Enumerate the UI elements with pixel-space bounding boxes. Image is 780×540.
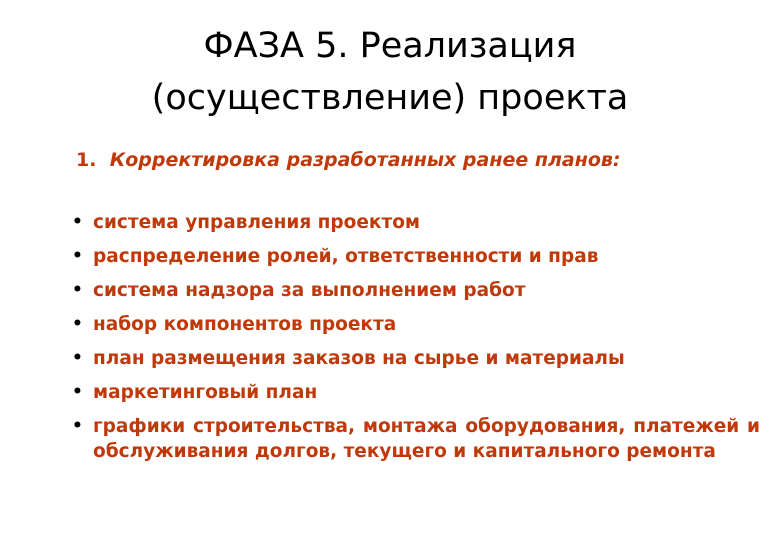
bullet-icon: •	[72, 348, 83, 368]
list-item-text: набор компонентов проекта	[93, 314, 397, 335]
list-item	[72, 210, 760, 235]
list-item-text: распределение ролей, ответственности и прав	[93, 246, 599, 267]
bullet-icon: •	[72, 314, 83, 334]
list-item	[72, 244, 760, 269]
plan-items-list	[72, 210, 760, 473]
list-item	[72, 346, 760, 371]
bullet-icon: •	[72, 416, 83, 436]
list-item-text: графики строительства, монтажа оборудования, платежей и обслуживания долгов, текущего и капитального ремонта	[93, 416, 760, 462]
bullet-icon: •	[72, 382, 83, 402]
bullet-icon: •	[72, 212, 83, 232]
list-item-text: план размещения заказов на сырье и материалы	[93, 348, 625, 369]
slide-title-line-2: (осуществление) проекта	[151, 78, 629, 118]
bullet-icon: •	[72, 280, 83, 300]
section-heading-text: Корректировка разработанных ранее планов:	[109, 149, 621, 171]
slide-title-line-1: ФАЗА 5. Реализация	[203, 26, 577, 66]
slide-title	[40, 20, 740, 124]
list-item-text: маркетинговый план	[93, 382, 318, 403]
list-item	[72, 312, 760, 337]
bullet-icon: •	[72, 246, 83, 266]
list-item	[72, 380, 760, 405]
list-item-text: система надзора за выполнением работ	[93, 280, 526, 301]
list-item-text: система управления проектом	[93, 212, 421, 233]
section-heading	[76, 145, 756, 176]
list-item	[72, 278, 760, 303]
section-heading-number: 1.	[76, 149, 97, 171]
list-item	[72, 414, 760, 464]
